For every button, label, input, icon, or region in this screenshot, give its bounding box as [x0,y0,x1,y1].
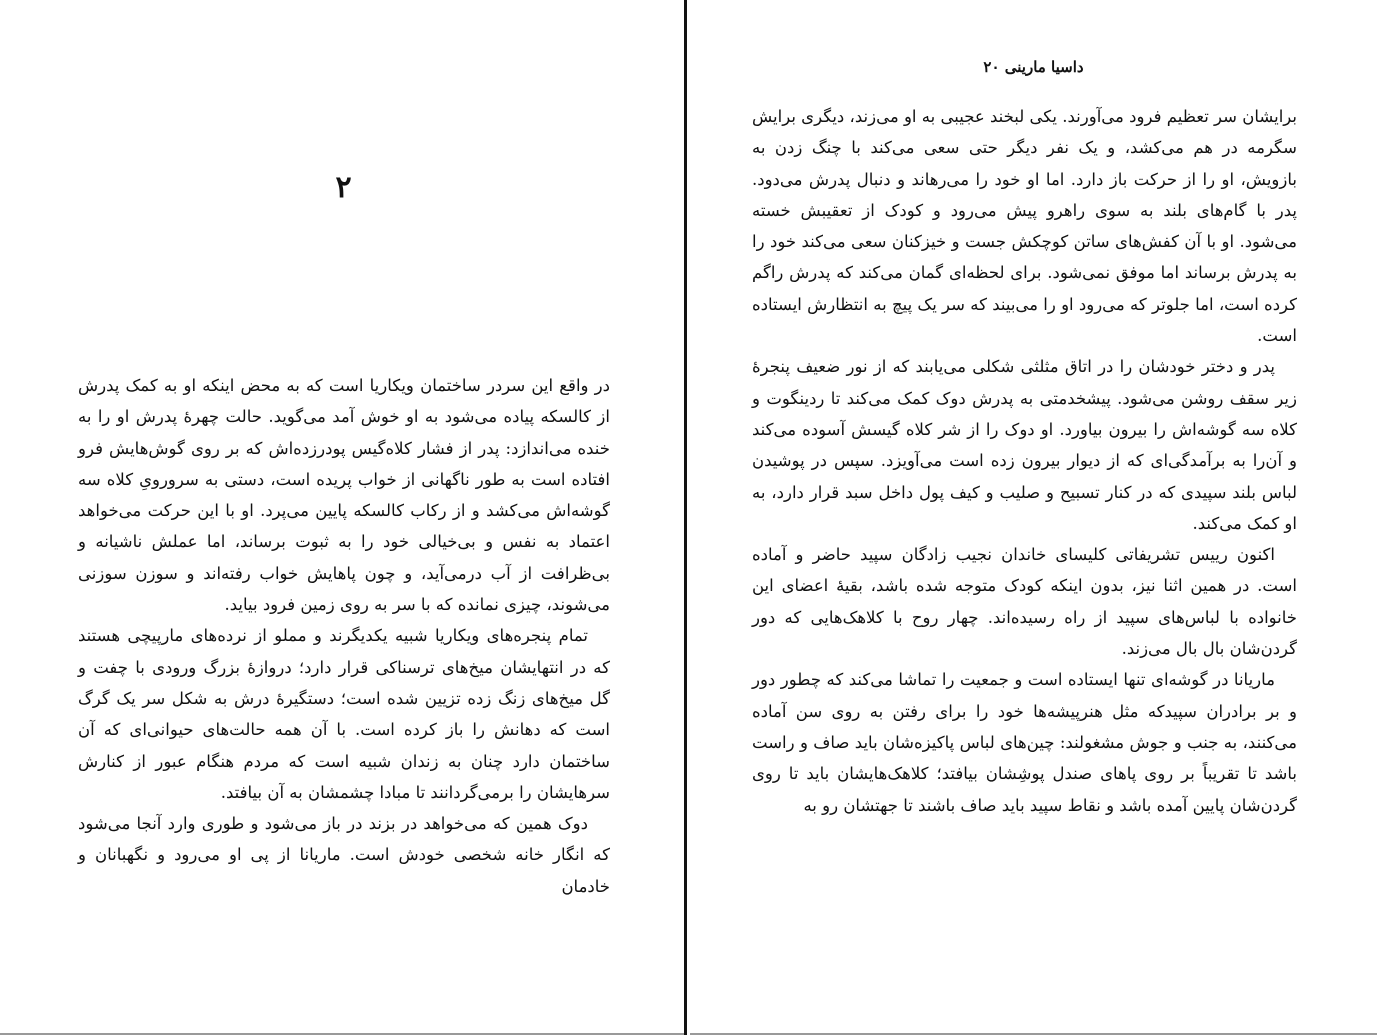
running-head: داسیا مارینی ۲۰ [983,58,1084,76]
paragraph: ماریانا در گوشه‌ای تنها ایستاده است و جمعیت را تماشا می‌کند که چطور دور و بر برادران سپیدکه مثل هنرپیشه‌ها خود را برای رفتن به روی سن آماده می‌کنند، به جنب و جوش مشغولند: چین‌های لباس پاکیزه‌شان باید صاف و راست باشد تا تقریباً بر روی پاهای صندل پوشِشان بیافتد؛ کلاهک‌هایشان باید تا روی گردن‌شان پایین آمده باشد و نقاط سپید باید صاف باشند تا جهتشان رو به [752,670,1297,815]
paragraph: در واقع این سردر ساختمان ویکاریا است که به محض اینکه او به کمک پدرش از کالسکه پیاده می‌شود به او خوش آمد می‌گوید. حالت چهرهٔ پدرش او را به خنده می‌اندازد: پدر از فشار کلاه‌گیس پودرزده‌اش که بر روی گوش‌هایش فرو افتاده است به طور ناگهانی از خواب پریده است، دستی به سرورویِ کلاه سه گوشه‌اش می‌کشد و از رکاب کالسکه پایین می‌پرد. او با این حرکت می‌خواهد اعتماد به نفس و بی‌خیالی خود را به ثبوت برساند، اما عملش ناشیانه و بی‌ظرافت از آب درمی‌آید، و چون پاهایش خواب رفته‌اند و سوزن سوزنی می‌شوند، چیزی نمانده که با سر به روی زمین فرود بیاید. [78,376,610,615]
paragraph: اکنون رییس تشریفاتی کلیسای خاندان نجیب زادگان سپید حاضر و آماده است. در همین اثنا نیز، بدون اینکه کودک متوجه شده باشد، بقیهٔ اعضای این خانواده با لباس‌های سپید از راه رسیده‌اند. چهار روح با کلاهک‌هایی که دور گردن‌شان بال بال می‌زند. [752,545,1297,659]
chapter-number: ۲ [335,170,352,205]
left-page [0,0,687,1035]
right-page [690,0,1377,1035]
right-page-body [752,101,1297,821]
paragraph: پدر و دختر خودشان را در اتاق مثلثی شکلی می‌یابند که از نور ضعیف پنجرهٔ زیر سقف روشن می‌شود. پیشخدمتی به پدرش دوک کمک می‌کند تا ردینگوت و کلاه سه گوشه‌اش را بیرون بیاورد. او دوک را از شر کلاه گیسش آسوده می‌کند و آن‌را به برآمدگی‌ای که از دیوار بیرون زده است می‌آویزد. سپس در پوشیدن لباس بلند سپیدی که در کنار تسبیح و صلیب و کیف پول داخل سبد قرار دارد، به او کمک می‌کند. [752,357,1297,533]
left-page-body [78,370,610,902]
paragraph: دوک همین که می‌خواهد در بزند در باز می‌شود و طوری وارد آنجا می‌شود که انگار خانه شخصی خودش است. ماریانا از پی او می‌رود و نگهبانان و خادمان [78,814,610,896]
paragraph: برایشان سر تعظیم فرود می‌آورند. یکی لبخند عجیبی به او می‌زند، دیگری برایش سگرمه در هم می‌کشد، و یک نفر دیگر حتی سعی می‌کند با چنگ زدن به بازویش، او را از حرکت باز دارد. اما او خود را می‌رهاند و دنبال پدرش می‌دود. پدر با گام‌های بلند به سوی راهرو پیش می‌رود و کودک از تعقیبش خسته می‌شود. او با آن کفش‌های ساتن کوچکش جست و خیزکنان سعی می‌کند خود را به پدرش برساند اما موفق نمی‌شود. برای لحظه‌ای گمان می‌کند که پدرش راگم کرده است، اما جلوتر که می‌رود او را می‌بیند که سر یک پیچ به انتظارش ایستاده است. [752,107,1297,346]
paragraph: تمام پنجره‌های ویکاریا شبیه یکدیگرند و مملو از نرده‌های مارپیچی هستند که در انتهایشان میخ‌های ترسناکی قرار دارد؛ دروازهٔ بزرگ ورودی با چفت و گل میخ‌های زنگ زده تزیین شده است؛ دستگیرهٔ درش به شکل سر یک گرگ است که دهانش را باز کرده است. با آن همه حالت‌های حیوانی‌ای که آن ساختمان دارد چنان به زندان شبیه است که مردم هنگام عبور از کنارش سرهایشان را برمی‌گردانند تا مبادا چشمشان به آن بیافتد. [78,626,610,802]
